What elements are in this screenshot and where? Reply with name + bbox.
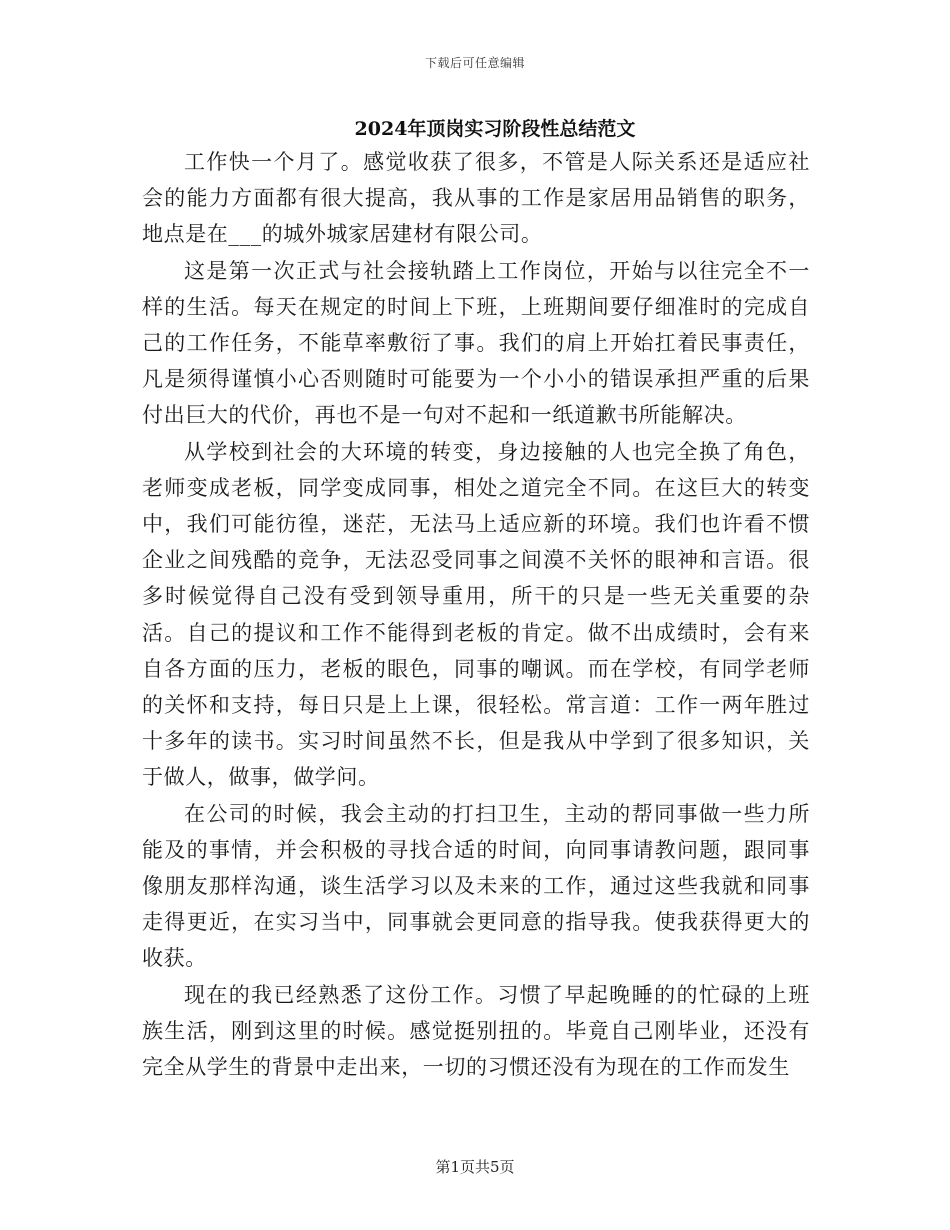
paragraph: 现在的我已经熟悉了这份工作。习惯了早起晚睡的的忙碌的上班族生活，刚到这里的时候。感觉挺别扭的。毕竟自己刚毕业，还没有完全从学生的背景中走出来，一切的习惯还没有为现在的工作而发生 (142, 982, 810, 1080)
page-indicator: 第1页共5页 (435, 1158, 515, 1176)
paragraph: 在公司的时候，我会主动的打扫卫生，主动的帮同事做一些力所能及的事情，并会积极的寻找合适的时间，向同事请教问题，跟同事像朋友那样沟通，谈生活学习以及未来的工作，通过这些我就和同事走得更近，在实习当中，同事就会更同意的指导我。使我获得更大的收获。 (142, 801, 810, 971)
document-body (142, 144, 810, 1085)
document-title: 2024年顶岗实习阶段性总结范文 (354, 118, 636, 140)
paragraph: 从学校到社会的大环境的转变，身边接触的人也完全换了角色，老师变成老板，同学变成同事，相处之道完全不同。在这巨大的转变中，我们可能彷徨，迷茫，无法马上适应新的环境。我们也许看不惯企业之间残酷的竞争，无法忍受同事之间漠不关怀的眼神和言语。很多时候觉得自己没有受到领导重用，所干的只是一些无关重要的杂活。自己的提议和工作不能得到老板的肯定。做不出成绩时，会有来自各方面的压力，老板的眼色，同事的嘲讽。而在学校，有同学老师的关怀和支持，每日只是上上课，很轻松。常言道：工作一两年胜过十多年的读书。实习时间虽然不长，但是我从中学到了很多知识，关于做人，做事，做学问。 (142, 439, 810, 790)
header-note: 下载后可任意编辑 (424, 56, 525, 70)
paragraph: 这是第一次正式与社会接轨踏上工作岗位，开始与以往完全不一样的生活。每天在规定的时间上下班，上班期间要仔细准时的完成自己的工作任务，不能草率敷衍了事。我们的肩上开始扛着民事责任，凡是须得谨慎小心否则随时可能要为一个小小的错误承担严重的后果付出巨大的代价，再也不是一句对不起和一纸道歉书所能解决。 (142, 258, 810, 428)
paragraph: 工作快一个月了。感觉收获了很多，不管是人际关系还是适应社会的能力方面都有很大提高，我从事的工作是家居用品销售的职务，地点是在___的城外城家居建材有限公司。 (142, 150, 810, 247)
